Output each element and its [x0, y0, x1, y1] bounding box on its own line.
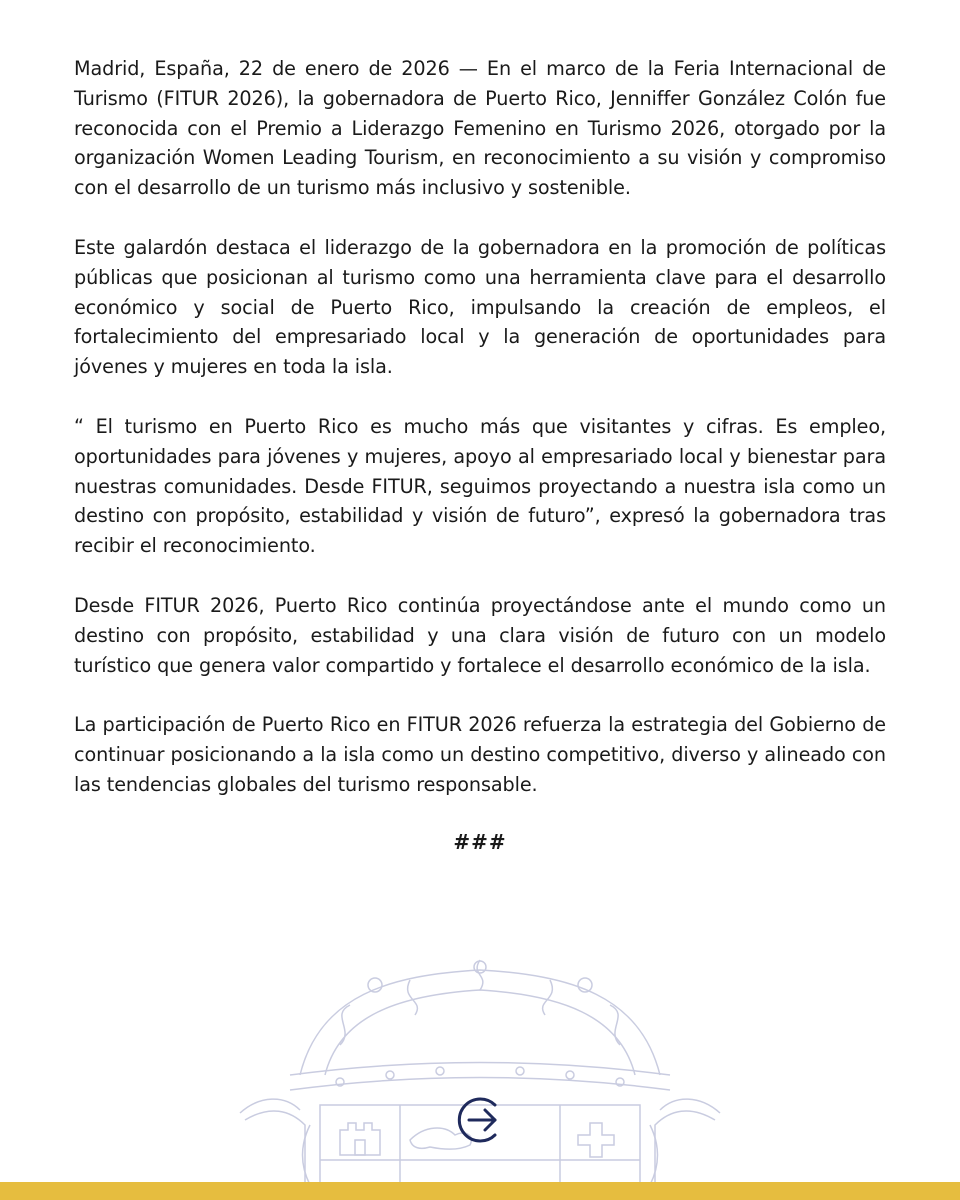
next-page-button[interactable] — [455, 1095, 505, 1145]
accent-bottom-bar — [0, 1182, 960, 1200]
paragraph-projection: Desde FITUR 2026, Puerto Rico continúa proyectándose ante el mundo como un destino con propósito, estabilidad y una clara visión de futuro con un modelo turístico que genera valor compartido y fortalece el desarrollo económico de la isla. — [74, 593, 886, 677]
press-release-body — [74, 54, 886, 854]
coat-of-arms-watermark — [230, 955, 730, 1185]
paragraph-intro: Madrid, España, 22 de enero de 2026 — En el marco de la Feria Internacional de Turismo (FITUR 2026), la gobernadora de Puerto Rico, Jenniffer González Colón fue reconocida con el Premio a Liderazgo Femenino en Turismo 2026, otorgado por la organización Women Leading Tourism, en reconocimiento a su visión y compromiso con el desarrollo de un turismo más inclusivo y sostenible. — [74, 57, 886, 200]
paragraph-quote: “ El turismo en Puerto Rico es mucho más que visitantes y cifras. Es empleo, oportunidades para jóvenes y mujeres, apoyo al empresariado local y bienestar para nuestras comunidades. Desde FITUR, seguimos proyectando a nuestra isla como un destino con propósito, estabilidad y visión de futuro”, expresó la gobernadora tras recibir el reconocimiento. — [74, 414, 886, 558]
end-mark: ### — [453, 829, 507, 854]
arrow-right-circle-icon — [455, 1095, 505, 1145]
paragraph-award: Este galardón destaca el liderazgo de la gobernadora en la promoción de políticas públicas que posicionan al turismo como una herramienta clave para el desarrollo económico y social de Puerto Rico, impulsando la creación de empleos, el fortalecimiento del empresariado local y la generación de oportunidades para jóvenes y mujeres en toda la isla. — [74, 235, 886, 379]
paragraph-participation: La participación de Puerto Rico en FITUR 2026 refuerza la estrategia del Gobierno de continuar posicionando a la isla como un destino competitivo, diverso y alineado con las tendencias globales del turismo responsable. — [74, 713, 886, 796]
